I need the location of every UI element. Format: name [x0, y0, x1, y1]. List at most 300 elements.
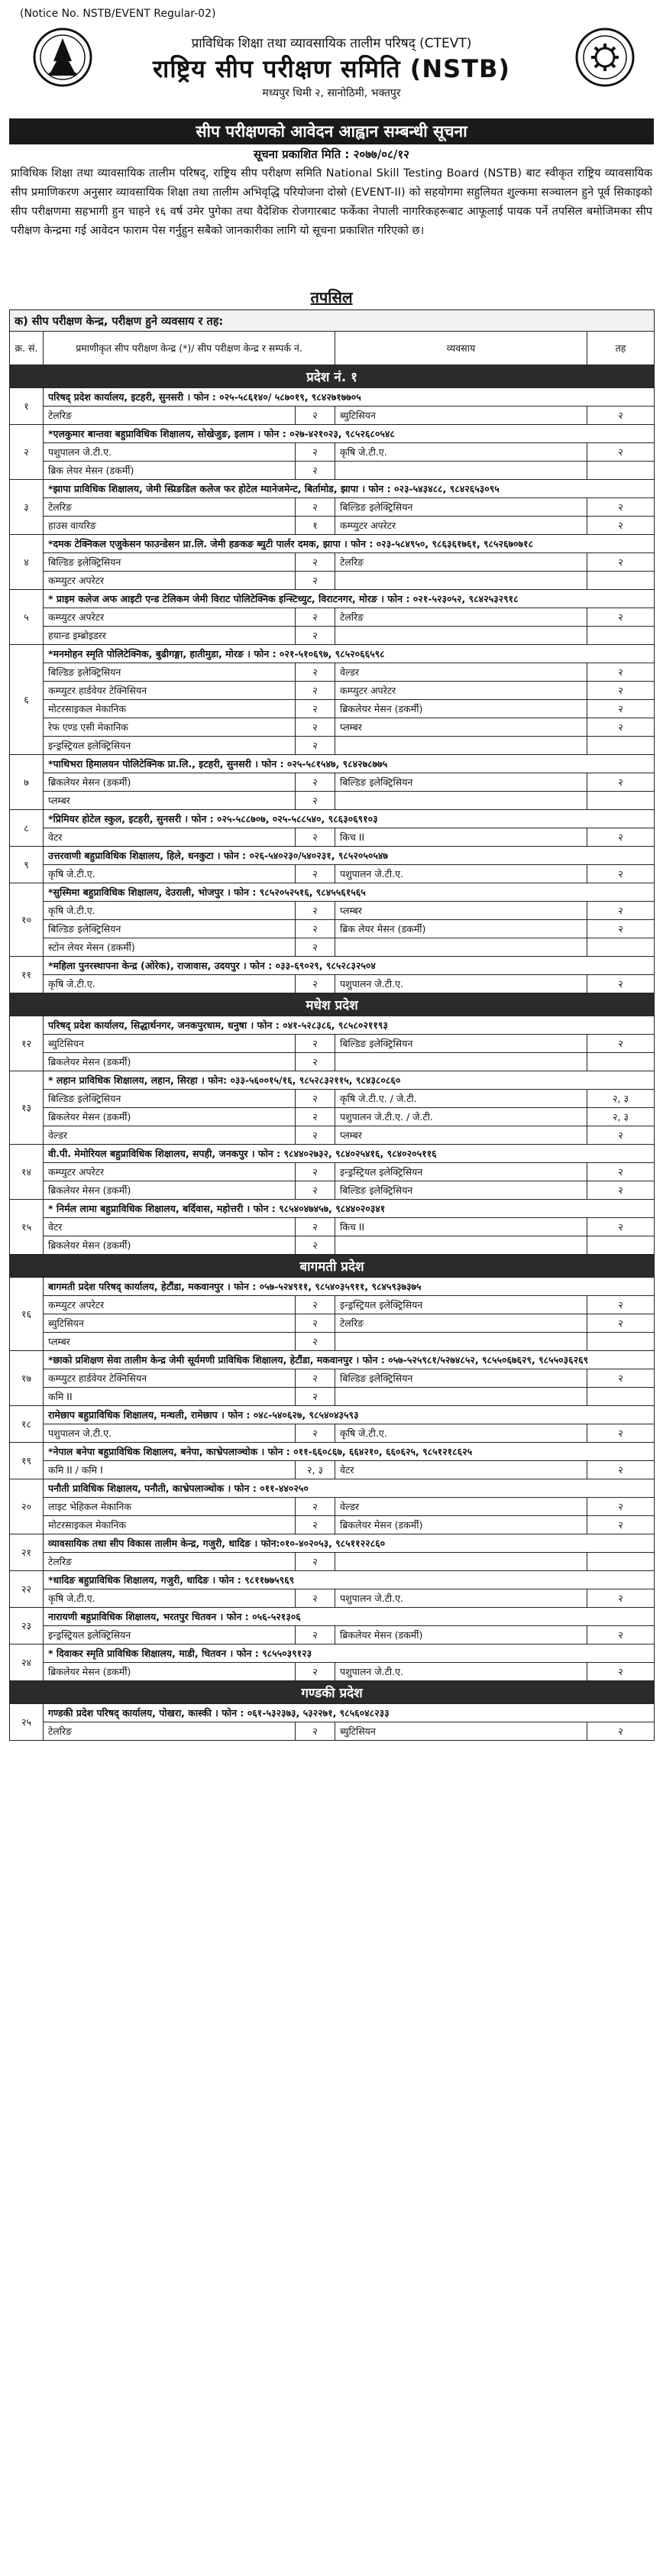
occupation-level: २ — [587, 682, 655, 700]
occupation-level: २, ३ — [296, 1461, 335, 1479]
occupation-name: कम्प्युटर अपरेटर — [44, 608, 296, 627]
occupation-level: २ — [296, 1516, 335, 1534]
occupation-row — [10, 1626, 655, 1644]
occupation-name: ब्युटिसियन — [44, 1314, 296, 1333]
occupation-level: २ — [587, 1369, 655, 1388]
occupation-level: २ — [296, 443, 335, 462]
occupation-row — [10, 902, 655, 920]
occupation-level — [587, 737, 655, 755]
occupation-name: बिल्डिङ इलेक्ट्रिसियन — [335, 1035, 587, 1053]
col-header-sn: क्र. सं. — [10, 332, 44, 365]
occupation-name: ब्युटिसियन — [335, 407, 587, 425]
nstb-logo-icon — [574, 27, 636, 88]
occupation-level: २ — [296, 407, 335, 425]
center-row — [10, 535, 655, 553]
center-row — [10, 1479, 655, 1498]
occupation-name: इन्ड्रस्ट्रियल इलेक्ट्रिसियन — [335, 1163, 587, 1181]
center-serial: २३ — [10, 1608, 44, 1644]
province-name: प्रदेश नं. १ — [10, 365, 655, 388]
occupation-name: मोटरसाइकल मेकानिक — [44, 700, 296, 718]
occupation-row — [10, 682, 655, 700]
occupation-level: २ — [587, 443, 655, 462]
occupation-name: लाइट भेहिकल मेकानिक — [44, 1498, 296, 1516]
occupation-name: हाउस वायरिङ — [44, 517, 296, 535]
center-row — [10, 883, 655, 902]
occupation-name: ब्रिकलेयर मेसन (डकर्मी) — [44, 1181, 296, 1200]
occupation-level: २ — [296, 1053, 335, 1071]
center-name: परिषद् प्रदेश कार्यालय, इटहरी, सुनसरी । फोन : ०२५-५८६१४०/ ५८७०१९, ९८४२७१७७०५ — [44, 388, 655, 407]
occupation-name: मोटरसाइकल मेकानिक — [44, 1516, 296, 1534]
center-name: वी.पी. मेमोरियल बहुप्राविधिक शिक्षालय, सपही, जनकपुर । फोन : ९८४४०२७३२, ९८४०२५४१६, ९८४०२०५११६ — [44, 1145, 655, 1163]
occupation-level: २ — [296, 1388, 335, 1406]
occupation-row — [10, 627, 655, 645]
province-name: मधेश प्रदेश — [10, 993, 655, 1016]
center-row — [10, 1644, 655, 1663]
occupation-level: २ — [587, 1626, 655, 1644]
province-row — [10, 365, 655, 388]
occupation-row — [10, 718, 655, 737]
occupation-level: २ — [296, 975, 335, 993]
center-name: *प्रिमियर होटेल स्कुल, इटहरी, सुनसरी । फोन : ०२५-५८८७०७, ०२५-५८८५४०, ९८६३०६९१०३ — [44, 810, 655, 828]
occupation-name: पशुपालन जे.टी.ए. — [44, 443, 296, 462]
occupation-level: २ — [587, 1035, 655, 1053]
occupation-name: कम्प्युटर हार्डवेयर टेक्निसियन — [44, 1369, 296, 1388]
occupation-level: २ — [587, 700, 655, 718]
center-name: नारायणी बहुप्राविधिक शिक्षालय, भरतपुर चितवन । फोन : ०५६-५२१३०६ — [44, 1608, 655, 1626]
org-name-line2: राष्ट्रिय सीप परीक्षण समिति (NSTB) — [152, 54, 511, 83]
occupation-level: २ — [296, 1035, 335, 1053]
occupation-level — [587, 1053, 655, 1071]
occupation-name: कम्प्युटर अपरेटर — [44, 572, 296, 590]
occupation-level: २ — [587, 1218, 655, 1236]
occupation-name: पशुपालन जे.टी.ए. / जे.टी. — [335, 1108, 587, 1126]
occupation-row — [10, 1218, 655, 1236]
occupation-level: २ — [587, 975, 655, 993]
occupation-name: बिल्डिङ इलेक्ट्रिसियन — [335, 1369, 587, 1388]
center-serial: २० — [10, 1479, 44, 1534]
center-row — [10, 1571, 655, 1589]
occupation-level: २ — [296, 920, 335, 938]
occupation-level: २ — [296, 1663, 335, 1681]
occupation-level: २ — [296, 572, 335, 590]
occupation-row — [10, 1388, 655, 1406]
centers-table — [9, 309, 655, 1741]
center-name: * प्राइम कलेज अफ आइटी एन्ड टेलिकम जेमी विराट पोलिटेक्निक इन्स्टिच्युट, विराटनगर, मोरङ । फोन : ०२१-५२३०५२, ९८४२५३२९१८ — [44, 590, 655, 608]
occupation-level: २ — [296, 773, 335, 792]
center-serial: १ — [10, 388, 44, 425]
center-name: *नेपाल बनेपा बहुप्राविधिक शिक्षालय, बनेपा, काभ्रेपलाञ्चोक । फोन : ०११-६६०८६७, ६६४२१०, ६६०६२५, ९८५१२१८६२५ — [44, 1443, 655, 1461]
center-name: *दमक टेक्निकल एजुकेसन फाउन्डेसन प्रा.लि. जेमी हङकङ ब्युटी पार्लर दमक, झापा । फोन : ०२३-५८४९५०, ९८६३६१७६१, ९८५२६७०७१८ — [44, 535, 655, 553]
occupation-name: ब्रिकलेयर मेसन (डकर्मी) — [44, 1663, 296, 1681]
column-header-row — [10, 332, 655, 365]
occupation-level: २ — [296, 498, 335, 517]
occupation-name: कृषि जे.टी.ए. — [335, 1424, 587, 1443]
occupation-row — [10, 572, 655, 590]
occupation-name — [335, 938, 587, 957]
center-serial: २४ — [10, 1644, 44, 1681]
occupation-name: टेलरिङ — [44, 1722, 296, 1741]
occupation-level: २ — [296, 1181, 335, 1200]
occupation-level: २ — [296, 663, 335, 682]
occupation-level: २ — [296, 553, 335, 572]
center-serial: १६ — [10, 1278, 44, 1351]
occupation-row — [10, 1553, 655, 1571]
occupation-level: २ — [296, 1626, 335, 1644]
occupation-row — [10, 1181, 655, 1200]
occupation-name: टेलरिङ — [335, 553, 587, 572]
occupation-row — [10, 1461, 655, 1479]
occupation-row — [10, 773, 655, 792]
center-name: * दिवाकर स्मृति प्राविधिक शिक्षालय, माडी, चितवन । फोन : ९८५५०३९१२३ — [44, 1644, 655, 1663]
center-row — [10, 957, 655, 975]
occupation-name: कृषि जे.टी.ए. — [44, 975, 296, 993]
center-serial: १५ — [10, 1200, 44, 1255]
occupation-name: ब्रिकलेयर मेसन (डकर्मी) — [44, 1236, 296, 1255]
occupation-row — [10, 1589, 655, 1608]
occupation-row — [10, 517, 655, 535]
occupation-level: २ — [296, 902, 335, 920]
occupation-name: प्लम्बर — [44, 792, 296, 810]
occupation-name: कमि II / कमि I — [44, 1461, 296, 1479]
occupation-level: २ — [587, 1516, 655, 1534]
occupation-level: २ — [296, 1333, 335, 1351]
occupation-name: ब्रिक लेयर मेसन (डकर्मी) — [335, 920, 587, 938]
center-serial: १८ — [10, 1406, 44, 1443]
center-serial: ९ — [10, 847, 44, 883]
occupation-level: २, ३ — [587, 1108, 655, 1126]
center-serial: १७ — [10, 1351, 44, 1406]
occupation-name: कम्प्युटर अपरेटर — [335, 682, 587, 700]
occupation-name: कृषि जे.टी.ए. — [335, 443, 587, 462]
occupation-name: वेटर — [44, 1218, 296, 1236]
occupation-level: २ — [296, 1589, 335, 1608]
col-header-occupation: व्यवसाय — [335, 332, 587, 365]
occupation-name: बिल्डिङ इलेक्ट्रिसियन — [335, 1181, 587, 1200]
occupation-level: २ — [587, 1314, 655, 1333]
occupation-level: २ — [587, 608, 655, 627]
occupation-level: २ — [296, 1314, 335, 1333]
publish-date: सूचना प्रकाशित मिति : २०७७/०८/१२ — [254, 147, 409, 161]
occupation-name: कम्प्युटर अपरेटर — [44, 1296, 296, 1314]
center-row — [10, 1278, 655, 1296]
center-serial: २ — [10, 425, 44, 480]
center-serial: ८ — [10, 810, 44, 847]
occupation-level: २ — [296, 1296, 335, 1314]
occupation-name — [335, 1053, 587, 1071]
occupation-name: रेफ एण्ड एसी मेकानिक — [44, 718, 296, 737]
occupation-row — [10, 1126, 655, 1145]
occupation-row — [10, 498, 655, 517]
occupation-name: स्टोन लेयर मेसन (डकर्मी) — [44, 938, 296, 957]
occupation-level: २ — [587, 920, 655, 938]
center-name: गण्डकी प्रदेश परिषद् कार्यालय, पोखरा, कास्की । फोन : ०६१-५३२३७३, ५३२२७१, ९८५६०४८२३३ — [44, 1704, 655, 1722]
center-serial: १२ — [10, 1016, 44, 1071]
occupation-name: कम्प्युटर अपरेटर — [335, 517, 587, 535]
occupation-level: २ — [587, 1181, 655, 1200]
occupation-level — [587, 1236, 655, 1255]
notice-number: (Notice No. NSTB/EVENT Regular-02) — [20, 8, 216, 20]
occupation-level: २ — [296, 1163, 335, 1181]
occupation-name: टेलरिङ — [44, 498, 296, 517]
occupation-name: ब्युटिसियन — [335, 1722, 587, 1741]
occupation-level: २ — [296, 608, 335, 627]
occupation-level: २ — [587, 718, 655, 737]
occupation-name: बिल्डिङ इलेक्ट्रिसियन — [44, 663, 296, 682]
occupation-name: ब्रिकलेयर मेसन (डकर्मी) — [44, 773, 296, 792]
occupation-name — [335, 1553, 587, 1571]
center-name: *छाको प्रशिक्षण सेवा तालीम केन्द्र जेमी सूर्यमणी प्राविधिक शिक्षालय, हेटौंडा, मकवानपुर । फोन : ०५७-५२५९८१/५२७४८५२, ९८५५०६७६२९, ९८५५०३६२६९ — [44, 1351, 655, 1369]
center-row — [10, 1534, 655, 1553]
center-name: रामेछाप बहुप्राविधिक शिक्षालय, मन्थली, रामेछाप । फोन : ०४८-५४०६२७, ९८५४०४३५९३ — [44, 1406, 655, 1424]
occupation-level: २ — [587, 773, 655, 792]
occupation-level: २ — [587, 1126, 655, 1145]
occupation-name: इन्ड्रस्ट्रियल इलेक्ट्रिसियन — [44, 737, 296, 755]
occupation-level: २ — [296, 700, 335, 718]
occupation-level: २ — [587, 1589, 655, 1608]
occupation-row — [10, 1035, 655, 1053]
province-name: गण्डकी प्रदेश — [10, 1681, 655, 1704]
center-name: * लहान प्राविधिक शिक्षालय, लहान, सिरहा । फोन: ०३३-५६००१५/१६, ९८५२८३२११५, ९८४३८०८६० — [44, 1071, 655, 1090]
header — [9, 0, 654, 118]
occupation-row — [10, 1663, 655, 1681]
occupation-name — [335, 1388, 587, 1406]
center-serial: ३ — [10, 480, 44, 535]
occupation-row — [10, 1296, 655, 1314]
occupation-level: २ — [296, 1108, 335, 1126]
occupation-row — [10, 1090, 655, 1108]
occupation-name: कृषि जे.टी.ए. / जे.टी. — [335, 1090, 587, 1108]
center-name: *एलकुमार बान्तवा बहुप्राविधिक शिक्षालय, सोखेजुङ, इलाम । फोन : ०२७-४२१०२३, ९८५२६८०५४८ — [44, 425, 655, 443]
occupation-name: वेल्डर — [44, 1126, 296, 1145]
section-heading: क) सीप परीक्षण केन्द्र, परीक्षण हुने व्यवसाय र तह: — [10, 310, 655, 332]
occupation-row — [10, 938, 655, 957]
occupation-name: टेलरिङ — [335, 1314, 587, 1333]
occupation-name — [335, 572, 587, 590]
occupation-name: टेलरिङ — [44, 407, 296, 425]
center-serial: ११ — [10, 957, 44, 993]
occupation-level — [587, 572, 655, 590]
occupation-level: २ — [587, 663, 655, 682]
occupation-row — [10, 608, 655, 627]
center-row — [10, 425, 655, 443]
occupation-row — [10, 1498, 655, 1516]
occupation-name: पशुपालन जे.टी.ए. — [335, 975, 587, 993]
center-row — [10, 480, 655, 498]
center-name: *मनमोहन स्मृति पोलिटेक्निक, बुढीगङ्गा, हातीमुडा, मोरङ । फोन : ०२१-५१०६९७, ९८५२०६६५९८ — [44, 645, 655, 663]
occupation-level — [587, 792, 655, 810]
occupation-row — [10, 1108, 655, 1126]
occupation-name: कम्प्युटर अपरेटर — [44, 1163, 296, 1181]
center-row — [10, 645, 655, 663]
center-row — [10, 388, 655, 407]
center-row — [10, 810, 655, 828]
occupation-row — [10, 443, 655, 462]
org-name-line1: प्राविधिक शिक्षा तथा व्यावसायिक तालीम परिषद् (CTEVT) — [191, 36, 472, 51]
center-serial: १३ — [10, 1071, 44, 1145]
occupation-name — [335, 1236, 587, 1255]
center-name: *महिला पुनरस्थापना केन्द्र (ओरेक), राजावास, उदयपुर । फोन : ०३३-६९०२९, ९८५२८३२५०४ — [44, 957, 655, 975]
occupation-level: २, ३ — [587, 1090, 655, 1108]
occupation-row — [10, 737, 655, 755]
occupation-name: ब्रिकलेयर मेसन (डकर्मी) — [44, 1053, 296, 1071]
center-row — [10, 1200, 655, 1218]
center-name: पनौती प्राविधिक शिक्षालय, पनौती, काभ्रेपलाञ्चोक । फोन : ०११-४४०२५० — [44, 1479, 655, 1498]
tapsil-heading: तपसिल — [310, 288, 353, 306]
center-name: * निर्मल लामा बहुप्राविधिक शिक्षालय, बर्दिवास, महोत्तरी । फोन : ९८५४०४७४५७, ९८४४०२०३४१ — [44, 1200, 655, 1218]
occupation-name: ब्रिकलेयर मेसन (डकर्मी) — [335, 1516, 587, 1534]
occupation-row — [10, 792, 655, 810]
occupation-level: २ — [587, 1461, 655, 1479]
occupation-level: २ — [296, 737, 335, 755]
occupation-name — [335, 737, 587, 755]
occupation-level: २ — [296, 627, 335, 645]
occupation-name: कम्प्युटर हार्डवेयर टेक्निसियन — [44, 682, 296, 700]
occupation-name: ब्रिक लेयर मेसन (डकर्मी) — [44, 462, 296, 480]
occupation-name: टेलरिङ — [44, 1553, 296, 1571]
occupation-level — [587, 462, 655, 480]
center-serial: १० — [10, 883, 44, 957]
occupation-level: २ — [296, 1553, 335, 1571]
occupation-level: २ — [296, 865, 335, 883]
center-row — [10, 1071, 655, 1090]
occupation-level: २ — [587, 1163, 655, 1181]
occupation-name: ब्रिकलेयर मेसन (डकर्मी) — [44, 1108, 296, 1126]
center-row — [10, 1443, 655, 1461]
occupation-name: प्लम्बर — [335, 1126, 587, 1145]
occupation-level: २ — [296, 462, 335, 480]
occupation-name: कृषि जे.टी.ए. — [44, 902, 296, 920]
occupation-name: ब्रिकलेयर मेसन (डकर्मी) — [335, 700, 587, 718]
occupation-name: प्लम्बर — [44, 1333, 296, 1351]
center-serial: ४ — [10, 535, 44, 590]
org-address: मध्यपुर थिमी २, सानोठिमी, भक्तपुर — [262, 87, 401, 99]
center-row — [10, 847, 655, 865]
center-row — [10, 1608, 655, 1626]
occupation-level — [587, 1553, 655, 1571]
occupation-name — [335, 792, 587, 810]
occupation-row — [10, 663, 655, 682]
section-heading-row — [10, 310, 655, 332]
occupation-row — [10, 1163, 655, 1181]
occupation-name: बिल्डिङ इलेक्ट्रिसियन — [335, 773, 587, 792]
center-row — [10, 1406, 655, 1424]
occupation-row — [10, 828, 655, 847]
center-name: *पाथिभरा हिमालयन पोलिटेक्निक प्रा.लि., इटहरी, सुनसरी । फोन : ०२५-५८१५४७, ९८४२७८७७५ — [44, 755, 655, 773]
occupation-level — [587, 938, 655, 957]
occupation-name: पशुपालन जे.टी.ए. — [335, 1663, 587, 1681]
center-name: उत्तरवाणी बहुप्राविधिक शिक्षालय, हिले, धनकुटा । फोन : ०२६-५४०२३०/५४०२३१, ९८५२०५०५४७ — [44, 847, 655, 865]
occupation-name: हयान्ड इम्ब्रोइडरर — [44, 627, 296, 645]
center-row — [10, 590, 655, 608]
occupation-name: इन्ड्रस्ट्रियल इलेक्ट्रिसियन — [335, 1296, 587, 1314]
center-serial: ५ — [10, 590, 44, 645]
col-header-level: तह — [587, 332, 655, 365]
center-name: *सुस्मिमा बहुप्राविधिक शिक्षालय, देउराली, भोजपुर । फोन : ९८५२०५२५१६, ९८४५५६१५६५ — [44, 883, 655, 902]
occupation-row — [10, 975, 655, 993]
province-name: बागमती प्रदेश — [10, 1255, 655, 1278]
occupation-name: कृषि जे.टी.ए. — [44, 865, 296, 883]
center-name: बागमती प्रदेश परिषद् कार्यालय, हेटौंडा, मकवानपुर । फोन : ०५७-५२४९११, ९८५४०३५९११, ९८४५९३७३७५ — [44, 1278, 655, 1296]
occupation-row — [10, 1053, 655, 1071]
center-name: व्यावसायिक तथा सीप विकास तालीम केन्द्र, गजुरी, धादिङ । फोन:०१०-४०२०५३, ९८५११२२८६० — [44, 1534, 655, 1553]
occupation-level: २ — [296, 1424, 335, 1443]
center-row — [10, 1704, 655, 1722]
center-serial: २१ — [10, 1534, 44, 1571]
occupation-row — [10, 920, 655, 938]
occupation-name: बिल्डिङ इलेक्ट्रिसियन — [44, 553, 296, 572]
col-header-center: प्रमाणीकृत सीप परीक्षण केन्द्र (*)/ सीप परीक्षण केन्द्र र सम्पर्क नं. — [44, 332, 335, 365]
occupation-level: १ — [296, 517, 335, 535]
occupation-name: वेटर — [44, 828, 296, 847]
occupation-row — [10, 1314, 655, 1333]
center-serial: ६ — [10, 645, 44, 755]
occupation-name — [335, 1333, 587, 1351]
occupation-level: २ — [587, 1722, 655, 1741]
occupation-level: २ — [587, 517, 655, 535]
occupation-level: २ — [296, 1126, 335, 1145]
occupation-level: २ — [296, 792, 335, 810]
occupation-row — [10, 1333, 655, 1351]
occupation-level: २ — [296, 1369, 335, 1388]
occupation-level: २ — [296, 682, 335, 700]
occupation-row — [10, 1369, 655, 1388]
province-row — [10, 1255, 655, 1278]
occupation-row — [10, 462, 655, 480]
province-row — [10, 993, 655, 1016]
occupation-name: बिल्डिङ इलेक्ट्रिसियन — [44, 1090, 296, 1108]
occupation-name: किच II — [335, 1218, 587, 1236]
center-row — [10, 755, 655, 773]
occupation-name: प्लम्बर — [335, 718, 587, 737]
occupation-name: टेलरिङ — [335, 608, 587, 627]
occupation-name: वेटर — [335, 1461, 587, 1479]
occupation-row — [10, 1516, 655, 1534]
occupation-name: किच II — [335, 828, 587, 847]
occupation-level: २ — [296, 1498, 335, 1516]
occupation-name: वेल्डर — [335, 663, 587, 682]
occupation-name: ब्युटिसियन — [44, 1035, 296, 1053]
occupation-level: २ — [587, 1296, 655, 1314]
occupation-name: प्लम्बर — [335, 902, 587, 920]
occupation-level: २ — [296, 1090, 335, 1108]
center-row — [10, 1145, 655, 1163]
occupation-level — [587, 1388, 655, 1406]
occupation-name: वेल्डर — [335, 1498, 587, 1516]
occupation-name: बिल्डिङ इलेक्ट्रिसियन — [335, 498, 587, 517]
occupation-level: २ — [296, 1236, 335, 1255]
occupation-level: २ — [587, 902, 655, 920]
occupation-level: २ — [587, 865, 655, 883]
occupation-row — [10, 700, 655, 718]
occupation-name: कृषि जे.टी.ए. — [44, 1589, 296, 1608]
notice-title: सीप परीक्षणको आवेदन आह्वान सम्बन्धी सूचना — [9, 118, 654, 144]
intro-paragraph: प्राविधिक शिक्षा तथा व्यावसायिक तालीम परिषद्, राष्ट्रिय सीप परीक्षण समिति National Skill Testing Board (NSTB) बाट स्वीकृत राष्ट्रिय व्यावसायिक सीप प्रमाणिकरण अनुसार व्यावसायिक शिक्षा तथा तालीम अभिवृद्धि परियोजना दोस्रो (EVENT-II) को सहयोगमा सहुलियत शुल्कमा सञ्चालन हुने पूर्व सिकाइको सीप परीक्षणमा सहभागी हुन चाहने १६ वर्ष उमेर पुगेका तथा वैदेशिक रोजगारबाट फर्केका नेपाली नागरिकहरूबाट आफूलाई पायक पर्ने तपसिल बमोजिमका सीप परीक्षण केन्द्रमा गई आवेदन फाराम पेस गर्नुहुन सबैको जानकारीका लागि यो सूचना प्रकाशित गरिएको छ। — [11, 167, 652, 237]
occupation-name: पशुपालन जे.टी.ए. — [335, 1589, 587, 1608]
occupation-row — [10, 1424, 655, 1443]
occupation-level: २ — [587, 1424, 655, 1443]
occupation-name — [335, 627, 587, 645]
center-name: *धादिङ बहुप्राविधिक शिक्षालय, गजुरी, धादिङ । फोन : ९८११७७५९६९ — [44, 1571, 655, 1589]
occupation-level — [587, 627, 655, 645]
occupation-row — [10, 407, 655, 425]
occupation-name: पशुपालन जे.टी.ए. — [44, 1424, 296, 1443]
center-name: *झापा प्राविधिक शिक्षालय, जेमी स्प्रिङडिल कलेज फर होटेल म्यानेजमेन्ट, बिर्तामोड, झापा । फोन : ०२३-५४३४८८, ९८४२६५३०९५ — [44, 480, 655, 498]
center-row — [10, 1351, 655, 1369]
center-serial: २२ — [10, 1571, 44, 1608]
occupation-row — [10, 1722, 655, 1741]
center-serial: २५ — [10, 1704, 44, 1741]
occupation-name: ब्रिकलेयर मेसन (डकर्मी) — [335, 1626, 587, 1644]
